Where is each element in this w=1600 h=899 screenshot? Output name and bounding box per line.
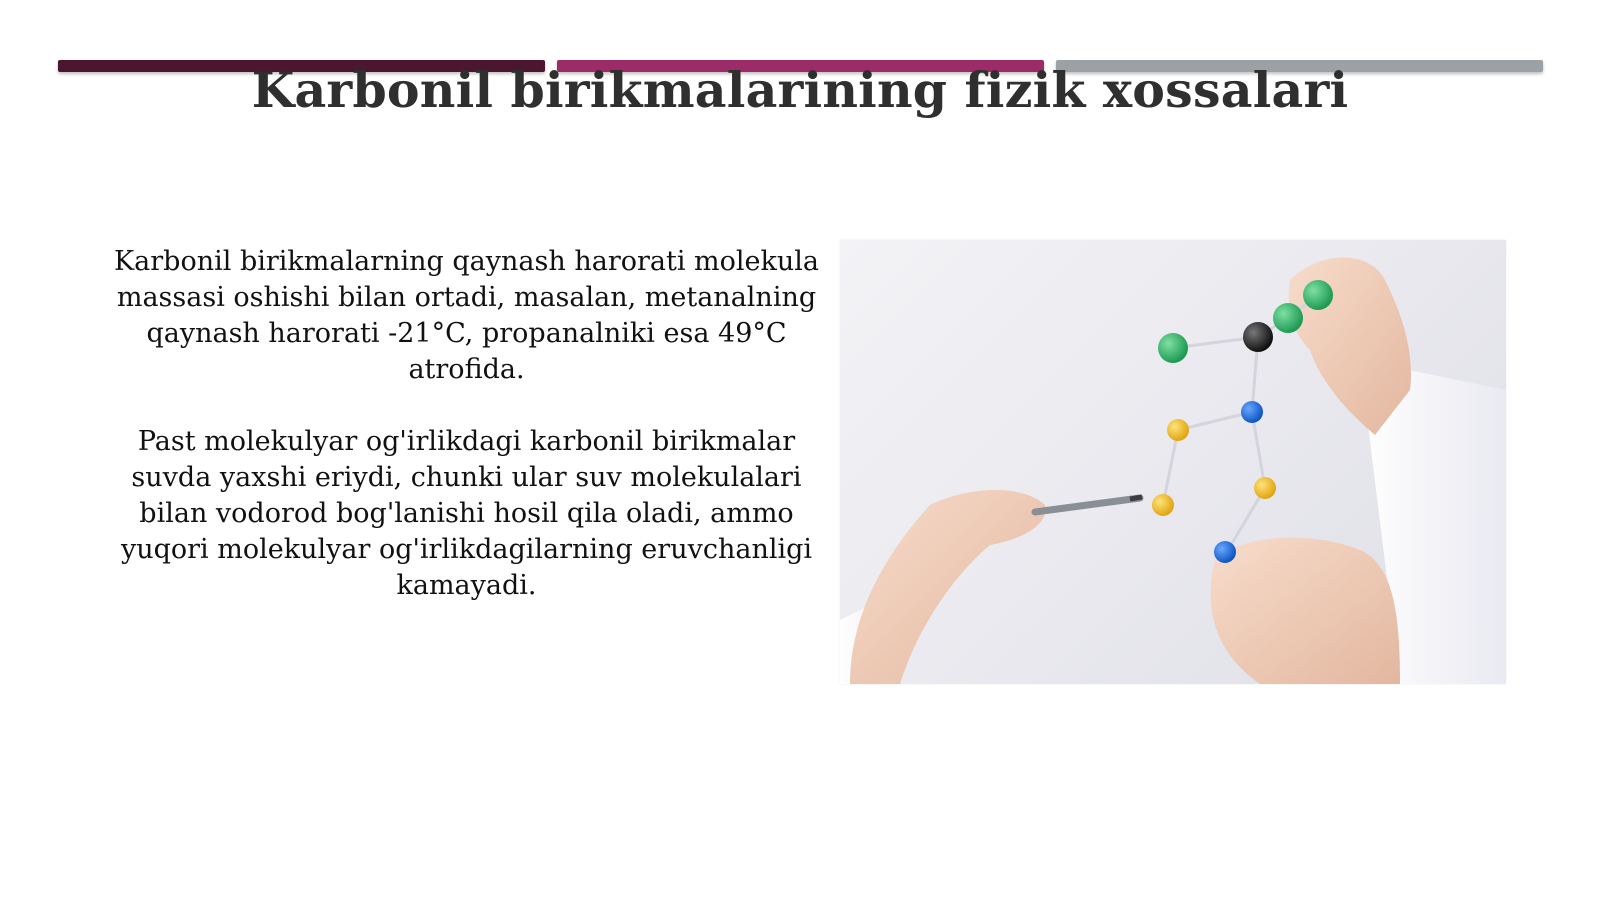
atom-yellow — [1152, 494, 1174, 516]
molecule-model-illustration — [840, 240, 1506, 684]
hand-upper-right — [1289, 258, 1411, 436]
atom-green — [1303, 280, 1333, 310]
pen-tip — [1130, 497, 1142, 499]
atom-green — [1273, 303, 1303, 333]
atom-yellow — [1167, 419, 1189, 441]
atom-blue — [1214, 541, 1236, 563]
slide-body-text — [100, 244, 833, 604]
atom-yellow — [1254, 477, 1276, 499]
atom-black — [1243, 322, 1273, 352]
pen — [1035, 498, 1140, 512]
molecule-model-photo — [840, 240, 1506, 684]
atom-blue — [1241, 401, 1263, 423]
slide-title: Karbonil birikmalarining fizik xossalari — [251, 61, 1349, 119]
paragraph-boiling-point: Karbonil birikmalarning qaynash harorati molekula massasi oshishi bilan ortadi, masalan, metanalning qaynash harorati -21°C, propanalniki esa 49°C atrofida. — [113, 246, 820, 385]
atom-green — [1158, 333, 1188, 363]
paragraph-spacer — [100, 388, 833, 424]
hand-left — [850, 490, 1046, 684]
paragraph-solubility: Past molekulyar og'irlikdagi karbonil birikmalar suvda yaxshi eriydi, chunki ular suv molekulalari bilan vodorod bog'lanishi hosil qila oladi, ammo yuqori molekulyar og'irlikdagilarning eruvchanligi kamayadi. — [120, 426, 813, 601]
hand-lower-right — [1211, 538, 1400, 684]
